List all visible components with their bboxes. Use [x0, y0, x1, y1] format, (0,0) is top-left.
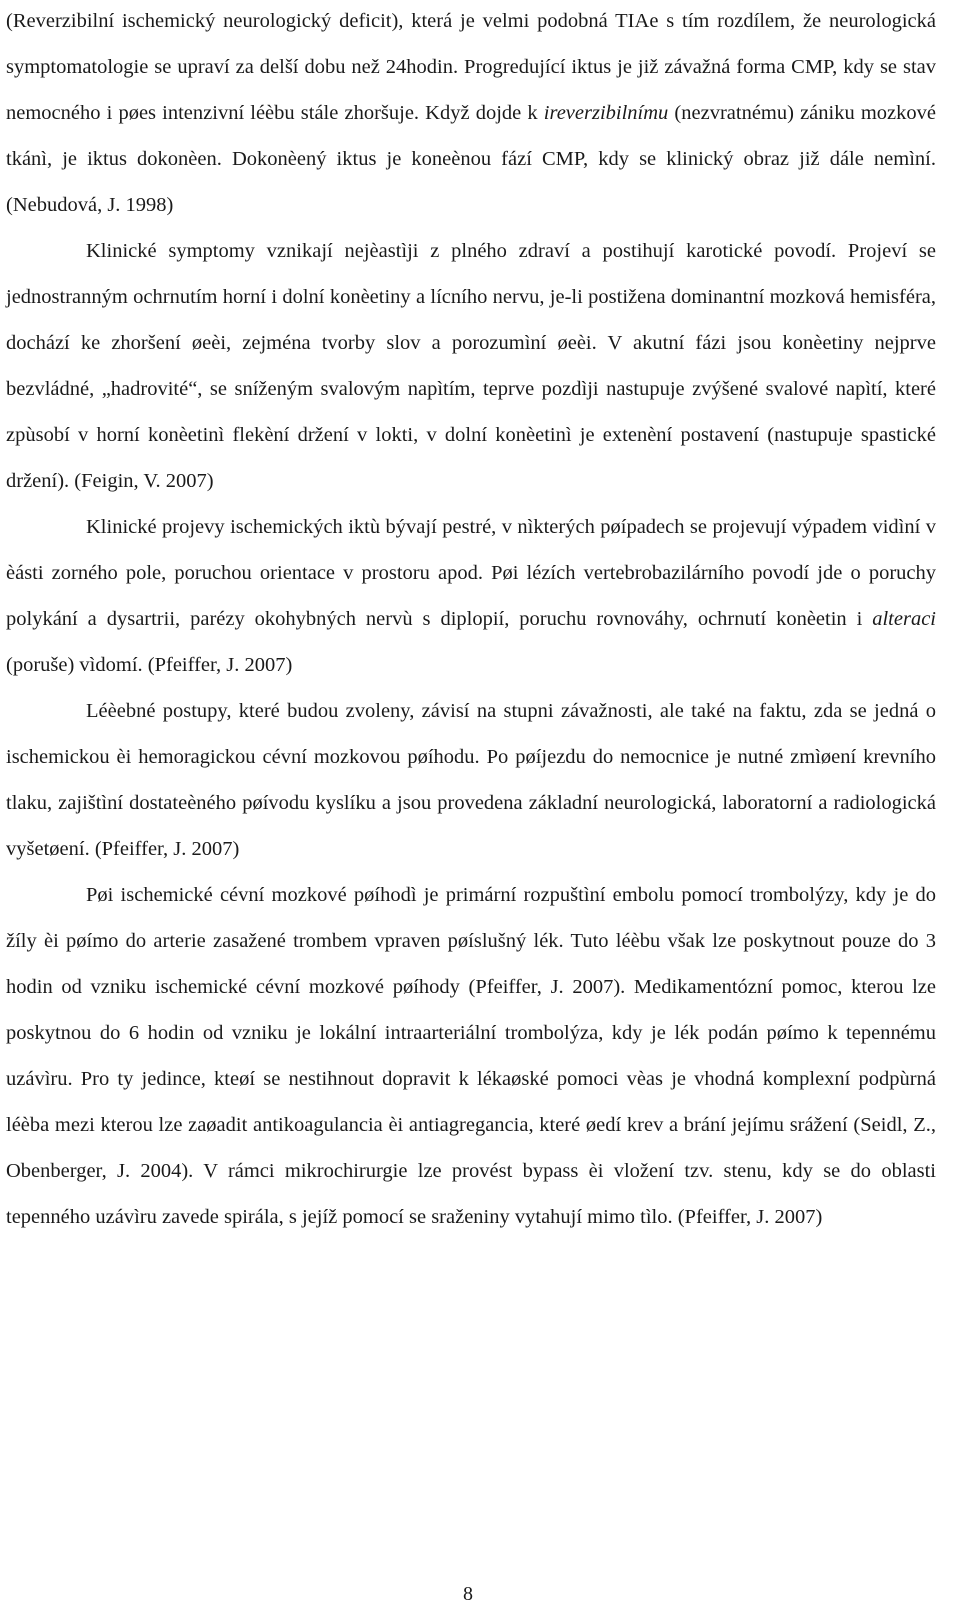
text-span: (Reverzibilní ischemický neurologický deficit), která je velmi podobná TIAe s tím rozdílem, že neurologická symptomatologie se upraví za delší dobu než 24hodin. Progredující iktus je již závažná forma CMP, kdy se stav nemocného i pøes intenzivní léèbu stále zhoršuje. Když dojde k	[6, 10, 936, 124]
document-page	[6, 0, 936, 1240]
text-span: (nezvratnému) zániku mozkové tkánì, je iktus dokonèen. Dokonèený iktus je koneènou fází CMP, kdy se klinický obraz již dále nemìní. (Nebudová, J. 1998)	[6, 102, 936, 216]
text-span: Pøi ischemické cévní mozkové pøíhodì je primární rozpuštìní embolu pomocí trombolýzy, kdy je do žíly èi pøímo do arterie zasažené trombem vpraven pøíslušný lék. Tuto léèbu však lze poskytnout pouze do 3 hodin od vzniku ischemické cévní mozkové pøíhody (Pfeiffer, J. 2007). Medikamentózní pomoc, kterou lze poskytnou do 6 hodin od vzniku je lokální intraarteriální trombolýza, kdy je lék podán pøímo k tepennému uzávìru. Pro ty jedince, kteøí se nestihnout dopravit k lékaøské pomoci vèas je vhodná komplexní podpùrná léèba mezi kterou lze zaøadit antikoagulancia èi antiagregancia, které øedí krev a brání jejímu srážení (Seidl, Z., Obenberger, J. 2004). V rámci mikrochirurgie lze provést bypass èi vložení tzv. stenu, kdy se do oblasti tepenného uzávìru zavede spirála, s jejíž pomocí se sraženiny vytahují mimo tìlo. (Pfeiffer, J. 2007)	[6, 884, 936, 1228]
italic-term: alteraci	[872, 608, 936, 630]
text-span: Klinické projevy ischemických iktù bývají pestré, v nìkterých pøípadech se projevují výpadem vidìní v èásti zorného pole, poruchou orientace v prostoru apod. Pøi lézích vertebrobazilárního povodí jde o poruchy polykání a dysartrii, parézy okohybných nervù s diplopií, poruchu rovnováhy, ochrnutí konèetin i	[6, 516, 936, 630]
paragraph-4	[6, 688, 936, 872]
paragraph-3	[6, 504, 936, 688]
paragraph-5	[6, 872, 936, 1240]
italic-term: ireverzibilnímu	[543, 102, 669, 124]
paragraph-1	[6, 0, 936, 228]
page-number: 8	[463, 1583, 473, 1605]
paragraph-2	[6, 228, 936, 504]
text-span: (poruše) vìdomí. (Pfeiffer, J. 2007)	[6, 654, 293, 676]
text-span: Klinické symptomy vznikají nejèastìji z plného zdraví a postihují karotické povodí. Projeví se jednostranným ochrnutím horní i dolní konèetiny a lícního nervu, je-li postižena dominantní mozková hemisféra, dochází ke zhoršení øeèi, zejména tvorby slov a porozumìní øeèi. V akutní fázi jsou konèetiny nejprve bezvládné, „hadrovité“, se sníženým svalovým napìtím, teprve pozdìji nastupuje zvýšené svalové napìtí, které zpùsobí v horní konèetinì flekèní držení v lokti, v dolní konèetinì je extenèní postavení (nastupuje spastické držení). (Feigin, V. 2007)	[6, 240, 936, 492]
text-span: Léèebné postupy, které budou zvoleny, závisí na stupni závažnosti, ale také na faktu, zda se jedná o ischemickou èi hemoragickou cévní mozkovou pøíhodu. Po pøíjezdu do nemocnice je nutné zmìøení krevního tlaku, zajištìní dostateèného pøívodu kyslíku a jsou provedena základní neurologická, laboratorní a radiologická vyšetøení. (Pfeiffer, J. 2007)	[6, 700, 936, 860]
